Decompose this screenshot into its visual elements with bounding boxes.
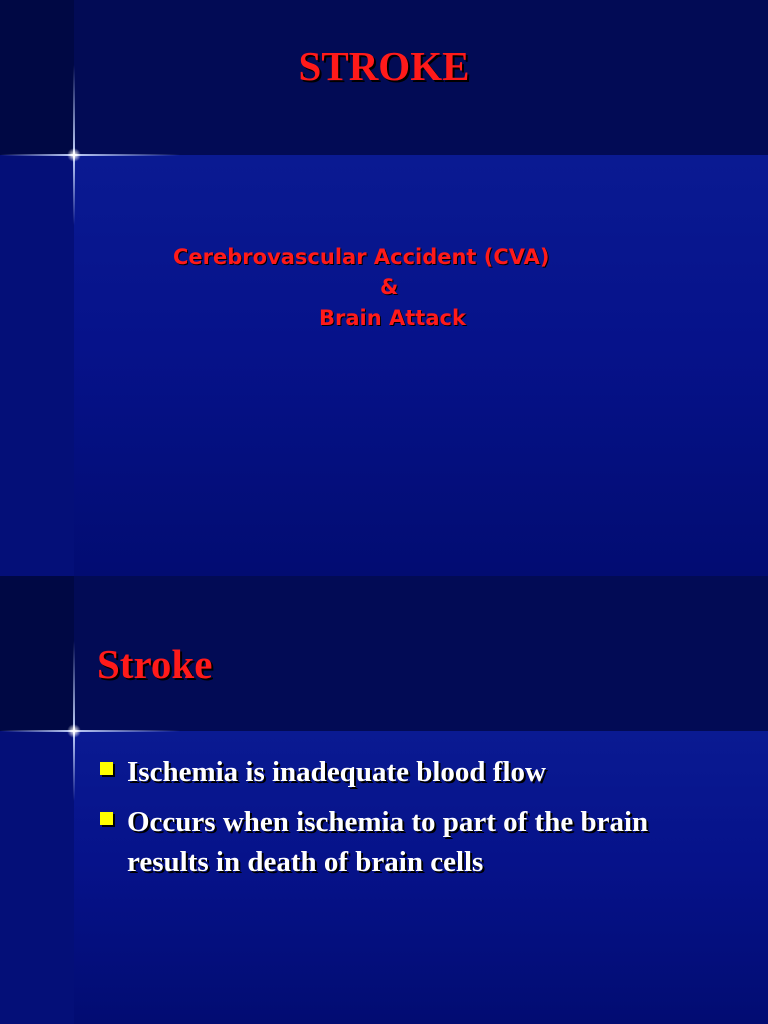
bullet-item	[97, 802, 737, 882]
bullet-text: Occurs when ischemia to part of the brain results in death of brain cells	[127, 806, 649, 878]
slide-background-left-lower	[0, 731, 74, 1024]
slide-background-left-lower	[0, 155, 74, 576]
subtitle-line: Brain Attack	[319, 306, 466, 330]
subtitle-line: &	[380, 275, 399, 299]
square-bullet-icon	[100, 812, 113, 825]
slide-2	[0, 576, 768, 1024]
subtitle-line: Cerebrovascular Accident (CVA)	[173, 245, 550, 269]
bullet-item	[97, 752, 737, 792]
bullet-text: Ischemia is inadequate blood flow	[127, 756, 546, 788]
slide-background-corner	[0, 576, 74, 731]
square-bullet-icon	[100, 762, 113, 775]
slide-title: STROKE	[298, 43, 470, 89]
slide-background-main	[74, 155, 768, 576]
slide-title: Stroke	[97, 641, 213, 687]
bullet-list	[97, 752, 737, 892]
